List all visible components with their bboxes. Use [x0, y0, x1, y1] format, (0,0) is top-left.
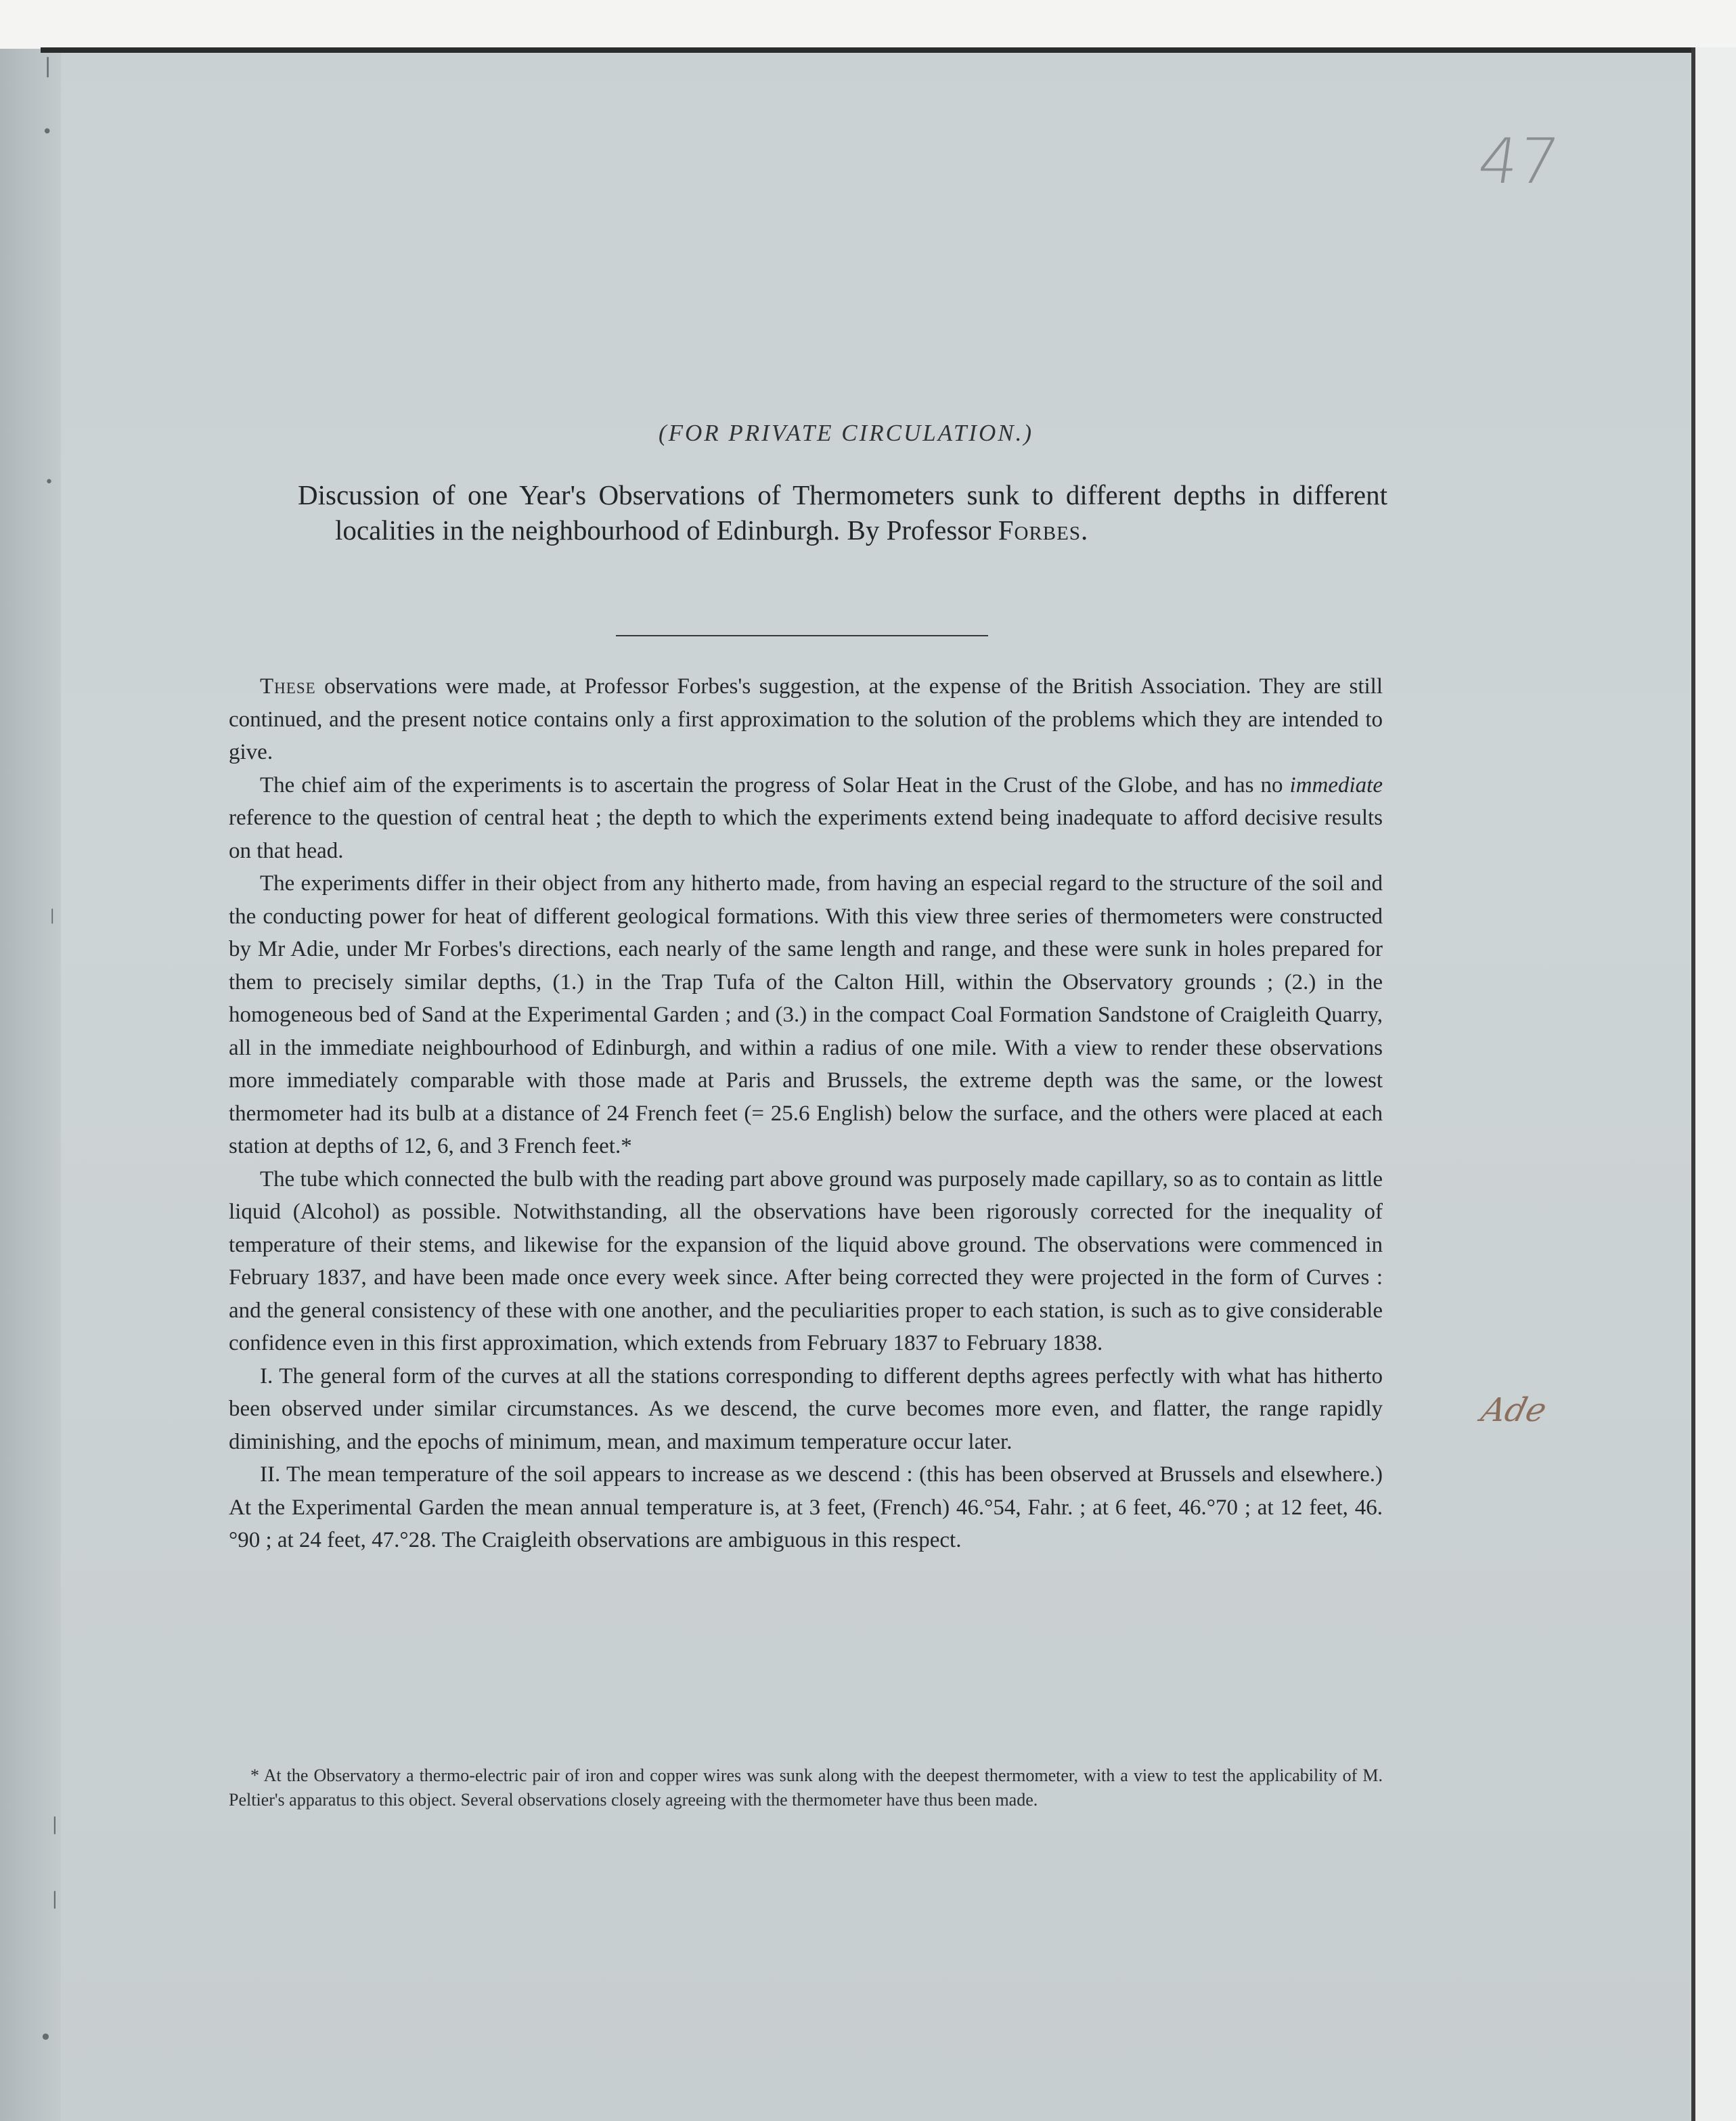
body-text — [229, 670, 1383, 1557]
paragraph: The tube which connected the bulb with the reading part above ground was purposely made capillary, so as to contain as little liquid (Alcohol) as possible. Notwithstanding, all the observations have been rigorously corrected for the inequality of temperature of their stems, and likewise for the expansion of the liquid above ground. The observations were commenced in February 1837, and have been made once every week since. After being corrected they were projected in the form of Curves : and the general consistency of these with one another, and the peculiarities proper to each station, is such as to give considerable confidence even in this first approximation, which extends from February 1837 to February 1838. — [229, 1166, 1383, 1355]
page-right-edge — [1691, 47, 1695, 2121]
handwritten-margin-note: Ade — [1477, 1391, 1551, 1429]
scan-top-margin — [0, 0, 1736, 49]
binding-mark: • — [45, 474, 53, 491]
title-author: Forbes. — [998, 515, 1089, 546]
paragraph: The experiments differ in their object from any hitherto made, from having an especial regard to the structure of the soil and the conducting power for heat of different geological formations. With this view three series of thermometers were constructed by Mr Adie, under Mr Forbes's directions, each nearly of the same length and range, and these were sunk in holes prepared for them to precisely similar depths, (1.) in the Trap Tufa of the Calton Hill, within the Observatory grounds ; (2.) in the homogeneous bed of Sand at the Experimental Garden ; and (3.) in the compact Coal Formation Sandstone of Craigleith Quarry, all in the immediate neighbourhood of Edinburgh, and within a radius of one mile. With a view to render these observations more immediately comparable with those made at Paris and Brussels, the extreme depth was the same, or the lowest thermometer had its bulb at a distance of 24 French feet (= 25.6 English) below the surface, and the others were placed at each station at depths of 12, 6, and 3 French feet.* — [229, 871, 1383, 1158]
title-divider — [616, 635, 988, 636]
paragraph — [229, 670, 1383, 769]
handwritten-folio-number: 47 — [1473, 125, 1563, 198]
binding-mark: ❘ — [47, 1814, 62, 1835]
binding-mark: • — [42, 122, 53, 142]
binding-mark: ❘ — [46, 907, 59, 924]
emphasis: immediate — [1289, 772, 1383, 797]
page-top-edge — [41, 47, 1692, 53]
footnote: * At the Observatory a thermo-electric pair of iron and copper wires was sunk along with the deepest thermometer, with a view to test the applicability of M. Peltier's apparatus to this object. Several observations closely agreeing with the thermometer have thus been made. — [229, 1766, 1383, 1810]
binding-shadow — [0, 49, 61, 2121]
paragraph-text: The chief aim of the experiments is to ascertain the progress of Solar Heat in the Crust of the Globe, and has no — [260, 772, 1290, 797]
lead-word: These — [260, 674, 316, 699]
paragraph: II. The mean temperature of the soil appears to increase as we descend : (this has been observed at Brussels and elsewhere.) At the Experimental Garden the mean annual temperature is, at 3 feet, (French) 46.°54, Fahr. ; at 6 feet, 46.°70 ; at 12 feet, 46.°90 ; at 24 feet, 47.°28. The Craigleith observations are ambiguous in this respect. — [229, 1462, 1383, 1552]
binding-mark: • — [39, 2024, 52, 2050]
binding-mark: ❘ — [47, 1889, 62, 1909]
paragraph-text: observations were made, at Professor Forbes's suggestion, at the expense of the British Association. They are still continued, and the present notice contains only a first approximation to the solution of the problems which they are intended to give. — [229, 674, 1383, 764]
paragraph-text: reference to the question of central heat ; the depth to which the experiments extend being inadequate to afford decisive results on that head. — [229, 806, 1383, 863]
scan-right-margin — [1695, 47, 1736, 2121]
paragraph: I. The general form of the curves at all the stations corresponding to different depths agrees perfectly with what has hitherto been observed under similar circumstances. As we descend, the curve becomes more even, and flatter, the range rapidly diminishing, and the epochs of minimum, mean, and maximum temperature occur later. — [229, 1363, 1383, 1454]
paper-title — [298, 477, 1387, 548]
circulation-header: (FOR PRIVATE CIRCULATION.) — [658, 420, 1033, 446]
paragraph — [229, 769, 1383, 868]
binding-mark: ❘ — [39, 54, 57, 78]
title-text: Discussion of one Year's Observations of Thermometers sunk to different depths in different localities in the neighbourhood of Edinburgh. By Professor — [298, 479, 1387, 546]
